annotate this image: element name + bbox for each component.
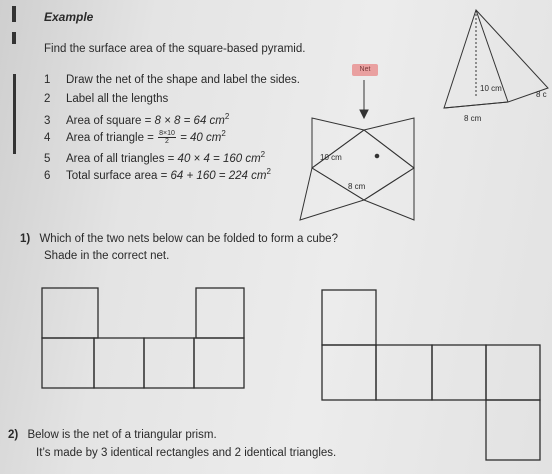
fraction-denominator: 2	[165, 138, 169, 146]
net-base-label: 8 cm	[348, 182, 366, 191]
fraction-numerator: 8×10	[159, 130, 175, 138]
pyramid-base-label: 8 cm	[464, 114, 482, 123]
question-text: Below is the net of a triangular prism.	[27, 429, 217, 441]
pyramid-side-label: 8 c	[536, 90, 547, 99]
step-text: Draw the net of the shape and label the sides.	[66, 74, 300, 86]
example-question: Find the surface area of the square-based pyramid.	[44, 43, 306, 55]
step-text: Area of square =	[66, 114, 155, 127]
example-heading: Example	[44, 10, 94, 24]
step-number: 4	[44, 131, 51, 144]
step-number: 2	[44, 93, 51, 105]
superscript: 2	[260, 150, 266, 159]
superscript: 2	[221, 129, 226, 138]
step-number: 5	[44, 152, 51, 165]
net-sticky-note: Net	[352, 64, 378, 76]
step-text: Area of triangle =	[66, 131, 158, 144]
question-text: Which of the two nets below can be folded to form a cube?	[39, 233, 338, 245]
superscript: 2	[266, 167, 271, 176]
step-text: Area of all triangles =	[66, 152, 178, 165]
question-2-description: It’s made by 3 identical rectangles and 2 identical triangles.	[36, 447, 337, 459]
pyramid-slant-label: 10 cm	[480, 84, 502, 93]
step-expression: 8 × 8 = 64 cm	[154, 114, 225, 127]
step-text: Label all the lengths	[66, 93, 169, 105]
question-number: 2)	[8, 429, 19, 441]
step-number: 6	[44, 169, 51, 182]
step-number: 1	[44, 74, 51, 86]
step-text: Total surface area =	[66, 169, 171, 182]
question-1-instruction: Shade in the correct net.	[44, 250, 170, 262]
question-number: 1)	[20, 233, 31, 245]
superscript: 2	[224, 112, 230, 121]
step-expression: 40 × 4 = 160 cm	[177, 152, 261, 165]
step-expression: 64 + 160 = 224 cm	[170, 169, 267, 182]
step-expression: = 40 cm	[176, 131, 222, 144]
question-2	[8, 429, 217, 442]
step-number: 3	[44, 114, 51, 127]
net-slant-label: 10 cm	[320, 153, 342, 162]
